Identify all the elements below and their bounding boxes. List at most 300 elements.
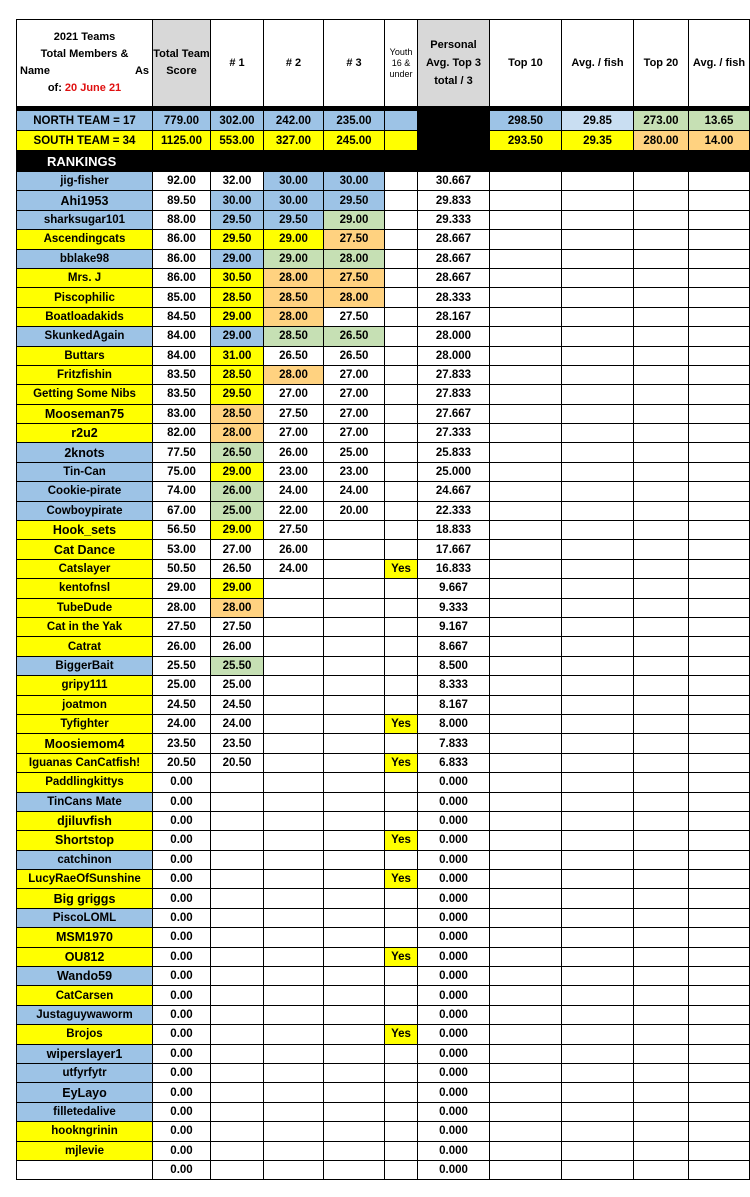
top20-cell <box>634 462 689 481</box>
youth-flag <box>385 191 418 210</box>
total-score: 0.00 <box>153 870 211 889</box>
avg20-cell <box>689 172 750 191</box>
avg10-cell <box>562 792 634 811</box>
fish-2 <box>264 1025 324 1044</box>
avg20-cell <box>689 268 750 287</box>
fish-2 <box>264 1044 324 1063</box>
top10-cell <box>490 249 562 268</box>
top10-cell <box>490 482 562 501</box>
ranking-row <box>17 191 750 210</box>
ranking-row <box>17 559 750 578</box>
title-line-1: 2021 Teams <box>53 31 116 43</box>
personal-avg: 6.833 <box>418 753 490 772</box>
top20-cell <box>634 424 689 443</box>
player-name: gripy111 <box>17 676 153 695</box>
top20-cell <box>634 1122 689 1141</box>
fish-3 <box>324 617 385 636</box>
team-avg10: 29.35 <box>562 131 634 151</box>
top10-cell <box>490 288 562 307</box>
fish-2 <box>264 676 324 695</box>
fish-1: 27.00 <box>211 540 264 559</box>
fish-1: 32.00 <box>211 172 264 191</box>
youth-flag <box>385 695 418 714</box>
personal-avg: 25.000 <box>418 462 490 481</box>
top20-cell <box>634 947 689 966</box>
total-score: 0.00 <box>153 1102 211 1121</box>
player-name <box>17 1160 153 1179</box>
fish-2 <box>264 947 324 966</box>
fish-1 <box>211 773 264 792</box>
fish-1: 25.50 <box>211 656 264 675</box>
top20-cell <box>634 210 689 229</box>
top20-cell <box>634 831 689 850</box>
fish-3: 29.00 <box>324 210 385 229</box>
youth-flag <box>385 579 418 598</box>
fish-2 <box>264 617 324 636</box>
personal-avg: 28.667 <box>418 268 490 287</box>
avg10-cell <box>562 540 634 559</box>
top10-cell <box>490 1044 562 1063</box>
avg10-cell <box>562 928 634 947</box>
fish-3 <box>324 811 385 830</box>
player-name: Buttars <box>17 346 153 365</box>
total-score: 0.00 <box>153 1005 211 1024</box>
top10-cell <box>490 172 562 191</box>
avg20-cell <box>689 501 750 520</box>
total-score: 27.50 <box>153 617 211 636</box>
avg10-cell <box>562 695 634 714</box>
fish-3 <box>324 734 385 753</box>
total-score: 24.00 <box>153 714 211 733</box>
fish-3 <box>324 676 385 695</box>
avg10-cell <box>562 462 634 481</box>
avg20-cell <box>689 908 750 927</box>
top20-cell <box>634 191 689 210</box>
youth-flag: Yes <box>385 714 418 733</box>
player-name: TinCans Mate <box>17 792 153 811</box>
fish-1: 26.00 <box>211 637 264 656</box>
total-score: 77.50 <box>153 443 211 462</box>
header-personal-avg: Personal Avg. Top 3 total / 3 <box>418 20 490 107</box>
ranking-row <box>17 327 750 346</box>
avg10-cell <box>562 1102 634 1121</box>
team-top20: 280.00 <box>634 131 689 151</box>
team-col-1: 553.00 <box>211 131 264 151</box>
avg10-cell <box>562 249 634 268</box>
ranking-row <box>17 928 750 947</box>
avg20-cell <box>689 307 750 326</box>
top20-cell <box>634 230 689 249</box>
top10-cell <box>490 1160 562 1179</box>
fish-1: 28.50 <box>211 288 264 307</box>
ranking-row <box>17 870 750 889</box>
ranking-row <box>17 908 750 927</box>
fish-1: 29.50 <box>211 385 264 404</box>
fish-1 <box>211 1083 264 1102</box>
avg20-cell <box>689 870 750 889</box>
fish-2 <box>264 811 324 830</box>
personal-avg: 27.833 <box>418 365 490 384</box>
player-name: PiscoLOML <box>17 908 153 927</box>
top10-cell <box>490 346 562 365</box>
top20-cell <box>634 482 689 501</box>
fish-1: 27.50 <box>211 617 264 636</box>
top10-cell <box>490 1063 562 1082</box>
fish-2: 26.00 <box>264 443 324 462</box>
avg20-cell <box>689 540 750 559</box>
fish-3: 25.00 <box>324 443 385 462</box>
top20-cell <box>634 579 689 598</box>
top10-cell <box>490 327 562 346</box>
youth-flag <box>385 656 418 675</box>
youth-flag <box>385 617 418 636</box>
fish-1 <box>211 967 264 986</box>
ranking-row <box>17 947 750 966</box>
total-score: 23.50 <box>153 734 211 753</box>
fish-1 <box>211 986 264 1005</box>
total-score: 56.50 <box>153 521 211 540</box>
total-score: 0.00 <box>153 1141 211 1160</box>
avg20-cell <box>689 714 750 733</box>
player-name: Fritzfishin <box>17 365 153 384</box>
avg10-cell <box>562 559 634 578</box>
top20-cell <box>634 346 689 365</box>
personal-avg: 0.000 <box>418 850 490 869</box>
fish-1 <box>211 908 264 927</box>
avg20-cell <box>689 637 750 656</box>
player-name: Ahi1953 <box>17 191 153 210</box>
top10-cell <box>490 268 562 287</box>
ranking-row <box>17 579 750 598</box>
fish-1 <box>211 792 264 811</box>
fish-2: 24.00 <box>264 559 324 578</box>
top20-cell <box>634 404 689 423</box>
title-line-4 <box>20 80 149 97</box>
avg20-cell <box>689 579 750 598</box>
fish-1: 28.00 <box>211 598 264 617</box>
top20-cell <box>634 695 689 714</box>
avg20-cell <box>689 753 750 772</box>
personal-avg: 8.667 <box>418 637 490 656</box>
total-score: 0.00 <box>153 1122 211 1141</box>
avg20-cell <box>689 424 750 443</box>
total-score: 20.50 <box>153 753 211 772</box>
fish-1 <box>211 1102 264 1121</box>
ranking-row <box>17 1102 750 1121</box>
fish-3 <box>324 598 385 617</box>
top10-cell <box>490 501 562 520</box>
avg20-cell <box>689 831 750 850</box>
avg10-cell <box>562 831 634 850</box>
youth-flag <box>385 792 418 811</box>
fish-2 <box>264 656 324 675</box>
player-name: Big griggs <box>17 889 153 908</box>
total-score: 92.00 <box>153 172 211 191</box>
total-score: 0.00 <box>153 928 211 947</box>
fish-2: 24.00 <box>264 482 324 501</box>
personal-avg: 28.667 <box>418 230 490 249</box>
youth-flag <box>385 811 418 830</box>
youth-flag <box>385 908 418 927</box>
avg10-cell <box>562 947 634 966</box>
player-name: wiperslayer1 <box>17 1044 153 1063</box>
personal-avg: 28.000 <box>418 327 490 346</box>
fish-2 <box>264 637 324 656</box>
avg20-cell <box>689 1160 750 1179</box>
fish-3 <box>324 1160 385 1179</box>
total-score: 24.50 <box>153 695 211 714</box>
fish-3 <box>324 1005 385 1024</box>
team-total: 1125.00 <box>153 131 211 151</box>
personal-avg: 0.000 <box>418 1025 490 1044</box>
top10-cell <box>490 385 562 404</box>
fish-2 <box>264 831 324 850</box>
personal-avg: 0.000 <box>418 947 490 966</box>
fish-1: 30.50 <box>211 268 264 287</box>
personal-avg: 0.000 <box>418 773 490 792</box>
avg10-cell <box>562 617 634 636</box>
youth-flag <box>385 1160 418 1179</box>
fish-1: 29.50 <box>211 210 264 229</box>
ranking-row <box>17 967 750 986</box>
total-score: 83.50 <box>153 365 211 384</box>
player-name: Cowboypirate <box>17 501 153 520</box>
personal-avg: 8.000 <box>418 714 490 733</box>
avg10-cell <box>562 501 634 520</box>
avg10-cell <box>562 365 634 384</box>
personal-avg: 0.000 <box>418 1102 490 1121</box>
ranking-row <box>17 656 750 675</box>
personal-avg: 0.000 <box>418 792 490 811</box>
total-score: 86.00 <box>153 249 211 268</box>
youth-flag <box>385 482 418 501</box>
youth-flag: Yes <box>385 870 418 889</box>
top20-cell <box>634 676 689 695</box>
fish-1: 29.00 <box>211 307 264 326</box>
player-name: Brojos <box>17 1025 153 1044</box>
avg10-cell <box>562 889 634 908</box>
personal-avg: 0.000 <box>418 1083 490 1102</box>
top20-cell <box>634 540 689 559</box>
ranking-row <box>17 1083 750 1102</box>
fish-2 <box>264 1063 324 1082</box>
total-score: 85.00 <box>153 288 211 307</box>
fish-2: 26.50 <box>264 346 324 365</box>
player-name: catchinon <box>17 850 153 869</box>
fish-1 <box>211 850 264 869</box>
title-line-2: Total Members & <box>40 48 129 60</box>
avg20-cell <box>689 1083 750 1102</box>
youth-flag <box>385 1063 418 1082</box>
player-name: Boatloadakids <box>17 307 153 326</box>
avg20-cell <box>689 249 750 268</box>
avg10-cell <box>562 172 634 191</box>
total-score: 86.00 <box>153 268 211 287</box>
youth-flag <box>385 676 418 695</box>
ranking-row <box>17 521 750 540</box>
fish-3 <box>324 1025 385 1044</box>
fish-2 <box>264 792 324 811</box>
player-name: utfyrfytr <box>17 1063 153 1082</box>
fish-2: 29.00 <box>264 249 324 268</box>
avg10-cell <box>562 327 634 346</box>
fish-3: 27.00 <box>324 424 385 443</box>
ranking-row <box>17 172 750 191</box>
ranking-row <box>17 1160 750 1179</box>
youth-flag <box>385 210 418 229</box>
total-score: 0.00 <box>153 947 211 966</box>
ranking-row <box>17 811 750 830</box>
personal-avg: 24.667 <box>418 482 490 501</box>
total-score: 25.50 <box>153 656 211 675</box>
total-score: 75.00 <box>153 462 211 481</box>
fish-2 <box>264 773 324 792</box>
top20-cell <box>634 617 689 636</box>
header-total-team-score: Total Team Score <box>153 20 211 107</box>
top20-cell <box>634 385 689 404</box>
personal-avg: 0.000 <box>418 811 490 830</box>
player-name: djiluvfish <box>17 811 153 830</box>
fish-1 <box>211 870 264 889</box>
ranking-row <box>17 714 750 733</box>
team-total: 779.00 <box>153 111 211 131</box>
fish-2 <box>264 734 324 753</box>
team-avg10: 29.85 <box>562 111 634 131</box>
avg20-cell <box>689 559 750 578</box>
personal-avg: 8.333 <box>418 676 490 695</box>
fish-3 <box>324 559 385 578</box>
team-col-3: 235.00 <box>324 111 385 131</box>
top10-cell <box>490 967 562 986</box>
rankings-header-row <box>17 151 750 172</box>
fish-2 <box>264 598 324 617</box>
personal-avg: 0.000 <box>418 870 490 889</box>
youth-flag <box>385 734 418 753</box>
youth-flag <box>385 424 418 443</box>
team-avg20: 14.00 <box>689 131 750 151</box>
fish-2 <box>264 753 324 772</box>
top20-cell <box>634 268 689 287</box>
north-team-row <box>17 111 750 131</box>
fish-1: 28.50 <box>211 365 264 384</box>
top20-cell <box>634 908 689 927</box>
avg10-cell <box>562 521 634 540</box>
fish-3 <box>324 1122 385 1141</box>
fish-3 <box>324 947 385 966</box>
total-score: 0.00 <box>153 850 211 869</box>
player-name: jig-fisher <box>17 172 153 191</box>
youth-flag <box>385 288 418 307</box>
total-score: 86.00 <box>153 230 211 249</box>
player-name: Justaguywaworm <box>17 1005 153 1024</box>
total-score: 0.00 <box>153 1160 211 1179</box>
total-score: 0.00 <box>153 986 211 1005</box>
top10-cell <box>490 230 562 249</box>
top10-cell <box>490 637 562 656</box>
fish-2 <box>264 1102 324 1121</box>
fish-3: 20.00 <box>324 501 385 520</box>
avg20-cell <box>689 346 750 365</box>
top20-cell <box>634 1102 689 1121</box>
avg20-cell <box>689 617 750 636</box>
player-name: Hook_sets <box>17 521 153 540</box>
top10-cell <box>490 908 562 927</box>
ranking-row <box>17 210 750 229</box>
ranking-row <box>17 831 750 850</box>
total-score: 0.00 <box>153 773 211 792</box>
youth-flag: Yes <box>385 831 418 850</box>
top10-cell <box>490 462 562 481</box>
top10-cell <box>490 404 562 423</box>
avg20-cell <box>689 1063 750 1082</box>
ranking-row <box>17 986 750 1005</box>
fish-2: 28.50 <box>264 327 324 346</box>
fish-2 <box>264 714 324 733</box>
fish-1: 29.50 <box>211 230 264 249</box>
top20-cell <box>634 365 689 384</box>
fish-2 <box>264 928 324 947</box>
ranking-row <box>17 1044 750 1063</box>
ranking-row <box>17 676 750 695</box>
title-name-label: Name <box>20 65 50 77</box>
fish-1 <box>211 947 264 966</box>
avg20-cell <box>689 404 750 423</box>
personal-avg: 16.833 <box>418 559 490 578</box>
top20-cell <box>634 1044 689 1063</box>
fish-3 <box>324 831 385 850</box>
avg20-cell <box>689 210 750 229</box>
top10-cell <box>490 734 562 753</box>
fish-1: 26.50 <box>211 559 264 578</box>
youth-flag <box>385 365 418 384</box>
avg20-cell <box>689 889 750 908</box>
fish-1: 29.00 <box>211 249 264 268</box>
fish-1: 25.00 <box>211 501 264 520</box>
total-score: 0.00 <box>153 908 211 927</box>
ranking-row <box>17 734 750 753</box>
fish-2: 29.00 <box>264 230 324 249</box>
total-score: 0.00 <box>153 792 211 811</box>
avg10-cell <box>562 1044 634 1063</box>
top20-cell <box>634 559 689 578</box>
personal-avg: 0.000 <box>418 967 490 986</box>
total-score: 53.00 <box>153 540 211 559</box>
title-date: 20 June 21 <box>64 82 122 94</box>
top10-cell <box>490 792 562 811</box>
fish-3: 27.00 <box>324 404 385 423</box>
ranking-row <box>17 443 750 462</box>
avg20-cell <box>689 1005 750 1024</box>
personal-avg: 0.000 <box>418 986 490 1005</box>
fish-2: 28.00 <box>264 365 324 384</box>
ranking-row <box>17 501 750 520</box>
avg20-cell <box>689 695 750 714</box>
personal-avg: 28.667 <box>418 249 490 268</box>
total-score: 83.50 <box>153 385 211 404</box>
top20-cell <box>634 1160 689 1179</box>
avg20-cell <box>689 521 750 540</box>
avg20-cell <box>689 443 750 462</box>
player-name: hookngrinin <box>17 1122 153 1141</box>
top10-cell <box>490 695 562 714</box>
personal-avg: 0.000 <box>418 1063 490 1082</box>
top10-cell <box>490 210 562 229</box>
youth-flag <box>385 443 418 462</box>
avg20-cell <box>689 986 750 1005</box>
fish-2 <box>264 1005 324 1024</box>
youth-flag <box>385 1005 418 1024</box>
top20-cell <box>634 967 689 986</box>
